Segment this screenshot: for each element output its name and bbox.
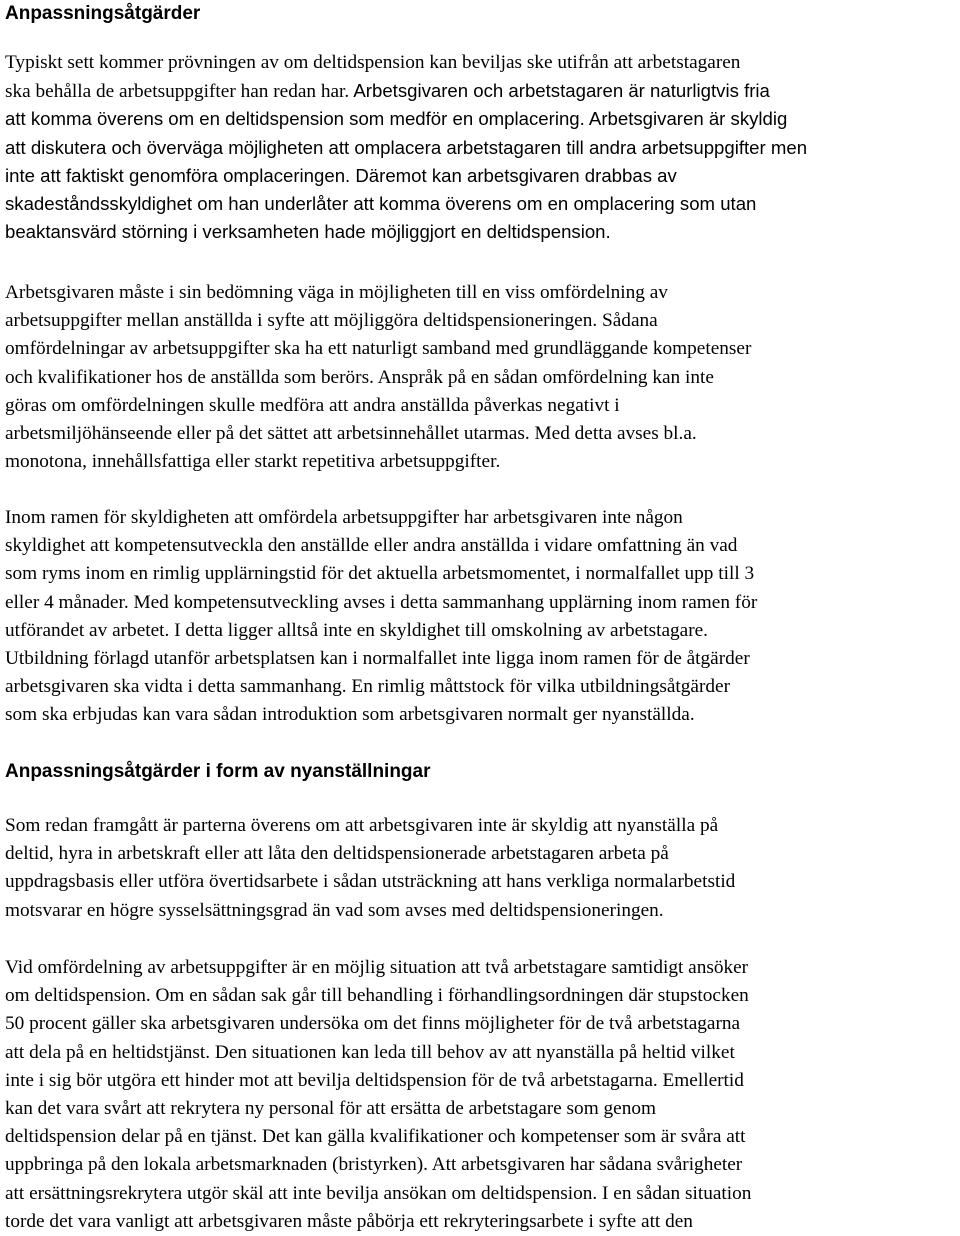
paragraph-4 bbox=[5, 812, 957, 925]
paragraph-line: eller 4 månader. Med kompetensutveckling avses i detta sammanhang upplärning inom ramen för bbox=[5, 591, 758, 613]
paragraph-line: om deltidspension. Om en sådan sak går till behandling i förhandlingsordningen där stupstocken bbox=[5, 985, 749, 1007]
paragraph-3 bbox=[5, 504, 957, 730]
line-segment: ska behålla de arbetsuppgifter han redan har. bbox=[5, 81, 350, 103]
paragraph-line: att dela på en heltidstjänst. Den situationen kan leda till behov av att nyanställa på heltid vilket bbox=[5, 1041, 735, 1063]
line-segment-sans: Arbetsgivaren är skyldig bbox=[584, 108, 788, 130]
paragraph-line: som ska erbjudas kan vara sådan introduktion som arbetsgivaren normalt ger nyanställda. bbox=[5, 704, 695, 726]
section-heading-nyanstallningar: Anpassningsåtgärder i form av nyanställningar bbox=[5, 761, 431, 782]
paragraph-line: uppdragsbasis eller utföra övertidsarbete i sådan utsträckning att hans verkliga normalarbetstid bbox=[5, 871, 736, 893]
paragraph-line: 50 procent gäller ska arbetsgivaren undersöka om det finns möjligheter för de två arbetstagarna bbox=[5, 1013, 741, 1035]
line-segment: att komma överens om en deltidspension som medför en omplacering. bbox=[5, 108, 585, 130]
paragraph-line bbox=[5, 105, 957, 133]
paragraph-line: att ersättningsrekrytera utgör skäl att inte bevilja ansökan om deltidspension. I en sådan situation bbox=[5, 1182, 752, 1204]
paragraph-line: monotona, innehållsfattiga eller starkt repetitiva arbetsuppgifter. bbox=[5, 451, 501, 473]
paragraph-line: utförandet av arbetet. I detta ligger alltså inte en skyldighet till omskolning av arbetstagare. bbox=[5, 619, 709, 641]
paragraph-line: Inom ramen för skyldigheten att omfördela arbetsuppgifter har arbetsgivaren inte någon bbox=[5, 507, 683, 528]
paragraph-line: Typiskt sett kommer prövningen av om deltidspension kan beviljas ske utifrån att arbetstagaren bbox=[5, 52, 741, 73]
paragraph-line: uppbringa på den lokala arbetsmarknaden (bristyrken). Att arbetsgivaren har sådana svårigheter bbox=[5, 1154, 743, 1176]
line-segment-sans: Däremot kan arbetsgivaren drabbas av bbox=[350, 164, 677, 186]
paragraph-line: skadeståndsskyldighet om han underlåter att komma överens om en omplacering som utan bbox=[5, 192, 757, 214]
paragraph-line: arbetsgivaren ska vidta i detta sammanhang. En rimlig måttstock för vilka utbildningsåtgärder bbox=[5, 676, 730, 698]
paragraph-line: deltid, hyra in arbetskraft eller att låta den deltidspensionerade arbetstagaren arbeta på bbox=[5, 843, 669, 865]
paragraph-line: deltidspension delar på en tjänst. Det kan gälla kvalifikationer och kompetenser som är svåra att bbox=[5, 1126, 746, 1148]
paragraph-5 bbox=[5, 954, 957, 1236]
line-segment: inte att faktiskt genomföra omplaceringen. bbox=[5, 164, 351, 186]
section-heading-anpassningsatgarder: Anpassningsåtgärder bbox=[5, 3, 201, 24]
paragraph-1 bbox=[5, 49, 957, 246]
paragraph-line: skyldighet att kompetensutveckla den anställde eller andra anställda i vidare omfattning än vad bbox=[5, 535, 738, 557]
paragraph-line: motsvarar en högre sysselsättningsgrad än vad som avses med deltidspensioneringen. bbox=[5, 899, 664, 921]
paragraph-line: och kvalifikationer hos de anställda som berörs. Anspråk på en sådan omfördelning kan inte bbox=[5, 366, 714, 388]
paragraph-line: Som redan framgått är parterna överens om att arbetsgivaren inte är skyldig att nyanställa på bbox=[5, 815, 719, 836]
paragraph-line: att diskutera och överväga möjligheten att omplacera arbetstagaren till andra arbetsuppgifter men bbox=[5, 136, 808, 158]
paragraph-line: kan det vara svårt att rekrytera ny personal för att ersätta de arbetstagare som genom bbox=[5, 1097, 656, 1119]
paragraph-line: beaktansvärd störning i verksamheten hade möjliggjort en deltidspension. bbox=[5, 221, 611, 243]
paragraph-line: Vid omfördelning av arbetsuppgifter är en möjlig situation att två arbetstagare samtidigt ansöker bbox=[5, 957, 749, 978]
paragraph-line: arbetsmiljöhänseende eller på det sättet att arbetsinnehållet utarmas. Med detta avses bl.a. bbox=[5, 422, 697, 444]
paragraph-line: omfördelningar av arbetsuppgifter ska ha ett naturligt samband med grundläggande kompetenser bbox=[5, 338, 752, 360]
paragraph-line: som ryms inom en rimlig upplärningstid för det aktuella arbetsmomentet, i normalfallet upp till 3 bbox=[5, 563, 755, 585]
paragraph-line: göras om omfördelningen skulle medföra att andra anställda påverkas negativt i bbox=[5, 394, 620, 416]
paragraph-line bbox=[5, 162, 957, 190]
line-segment-sans: Arbetsgivaren och arbetstagaren är naturligtvis fria bbox=[349, 80, 770, 102]
paragraph-line: Utbildning förlagd utanför arbetsplatsen kan i normalfallet inte ligga inom ramen för de åtgärder bbox=[5, 647, 750, 669]
paragraph-line: inte i sig bör utgöra ett hinder mot att bevilja deltidspension för de två arbetstagarna. Emellertid bbox=[5, 1069, 744, 1091]
paragraph-line: arbetsuppgifter mellan anställda i syfte att möjliggöra deltidspensioneringen. Sådana bbox=[5, 310, 658, 332]
paragraph-line: torde det vara vanligt att arbetsgivaren måste påbörja ett rekryteringsarbete i syfte att den bbox=[5, 1210, 693, 1232]
paragraph-line bbox=[5, 77, 957, 105]
paragraph-line: Arbetsgivaren måste i sin bedömning väga in möjligheten till en viss omfördelning av bbox=[5, 282, 668, 303]
paragraph-2 bbox=[5, 279, 957, 476]
